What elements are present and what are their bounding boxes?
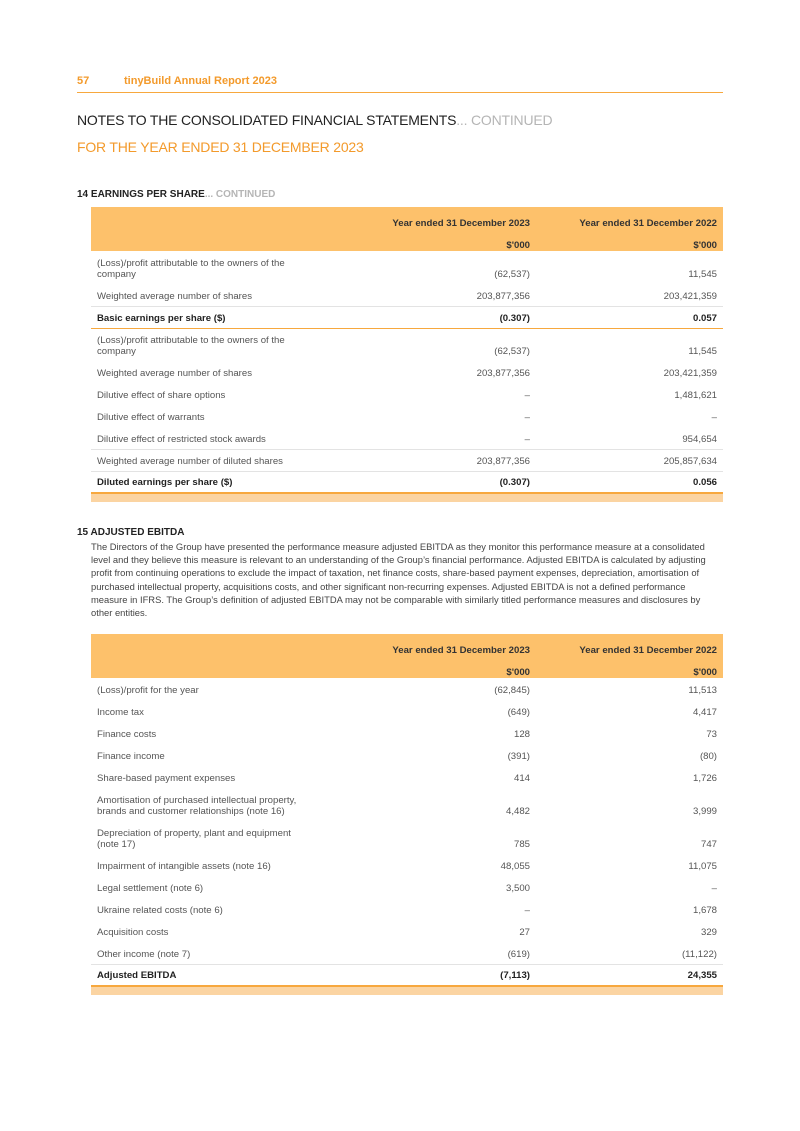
- table-row: Income tax (649) 4,417: [97, 707, 717, 718]
- section-15-paragraph: The Directors of the Group have presented the performance measure adjusted EBITDA as they monitor this performance measure at a consolidated level and they believe this measure is relevant to an understanding of the Group’s financial performance. Adjusted EBITDA is calculated by adjusting profit from continuing operations to exclude the impact of taxation, net finance costs, share-based payment expenses, depreciation, amortisation of purchased intellectual property, acquisitions costs, and other significant non-recurring expenses. Adjusted EBITDA is not a defined performance measure in IFRS. The Group’s definition of adjusted EBITDA may not be comparable with similarly titled performance measures and disclosures by other entities.: [91, 541, 706, 619]
- table-row: Finance costs 128 73: [97, 729, 717, 740]
- table-row: Dilutive effect of restricted stock awards – 954,654: [91, 427, 723, 449]
- page-header: [77, 73, 723, 93]
- table-row: Share-based payment expenses 414 1,726: [97, 773, 717, 784]
- earnings-per-share-table: [91, 207, 723, 502]
- table-row: Basic earnings per share ($) (0.307) 0.057: [91, 306, 723, 328]
- table-row: Adjusted EBITDA (7,113) 24,355: [97, 970, 717, 981]
- page-title-main: NOTES TO THE CONSOLIDATED FINANCIAL STATEMENTS: [77, 112, 457, 128]
- eps-col-2023: Year ended 31 December 2023: [321, 207, 536, 229]
- ebitda-col-2023: Year ended 31 December 2023: [321, 634, 536, 656]
- section-14-title: 14 EARNINGS PER SHARE: [77, 189, 205, 200]
- table-row: Impairment of intangible assets (note 16) 48,055 11,075: [97, 861, 717, 872]
- page-title: [77, 112, 552, 128]
- table-row: Other income (note 7) (619) (11,122): [91, 942, 723, 964]
- table-row: Weighted average number of shares 203,877,356 203,421,359: [97, 368, 717, 379]
- section-15-heading: 15 ADJUSTED EBITDA: [77, 527, 185, 538]
- ebitda-unit-2023: $'000: [321, 656, 536, 678]
- table-row: (Loss)/profit for the year (62,845) 11,513: [97, 685, 717, 696]
- page-number: 57: [77, 75, 90, 87]
- ebitda-col-2022: Year ended 31 December 2022: [536, 634, 723, 656]
- table-row: Dilutive effect of warrants – –: [97, 412, 717, 423]
- page-title-continued: ... CONTINUED: [456, 112, 553, 128]
- table-footer-band: [91, 493, 723, 502]
- ebitda-header-blank: [91, 634, 321, 656]
- section-14-continued: ... CONTINUED: [204, 189, 276, 200]
- table-row: (Loss)/profit attributable to the owners of the company (62,537) 11,545: [97, 335, 717, 357]
- eps-header-blank: [91, 207, 321, 229]
- table-row: Finance income (391) (80): [97, 751, 717, 762]
- table-row: Acquisition costs 27 329: [97, 927, 717, 938]
- table-row: Dilutive effect of share options – 1,481,621: [97, 390, 717, 401]
- table-row: Amortisation of purchased intellectual property, brands and customer relationships (note 16) 4,482 3,999: [97, 795, 717, 817]
- section-14-heading: [77, 189, 275, 200]
- table-footer-band: [91, 986, 723, 995]
- eps-col-2022: Year ended 31 December 2022: [536, 207, 723, 229]
- report-title: tinyBuild Annual Report 2023: [124, 75, 278, 87]
- ebitda-unit-2022: $'000: [536, 656, 723, 678]
- adjusted-ebitda-table: [91, 634, 723, 995]
- table-row: Diluted earnings per share ($) (0.307) 0.056: [97, 477, 717, 488]
- eps-unit-2023: $'000: [321, 229, 536, 251]
- table-row: Weighted average number of diluted shares 203,877,356 205,857,634: [91, 449, 723, 471]
- table-row: Ukraine related costs (note 6) – 1,678: [97, 905, 717, 916]
- table-row: Depreciation of property, plant and equipment (note 17) 785 747: [97, 828, 717, 850]
- table-row: Weighted average number of shares 203,877,356 203,421,359: [91, 284, 723, 306]
- eps-unit-2022: $'000: [536, 229, 723, 251]
- page-subtitle: FOR THE YEAR ENDED 31 DECEMBER 2023: [77, 139, 364, 155]
- table-row: Legal settlement (note 6) 3,500 –: [97, 883, 717, 894]
- table-row: (Loss)/profit attributable to the owners of the company (62,537) 11,545: [97, 258, 717, 280]
